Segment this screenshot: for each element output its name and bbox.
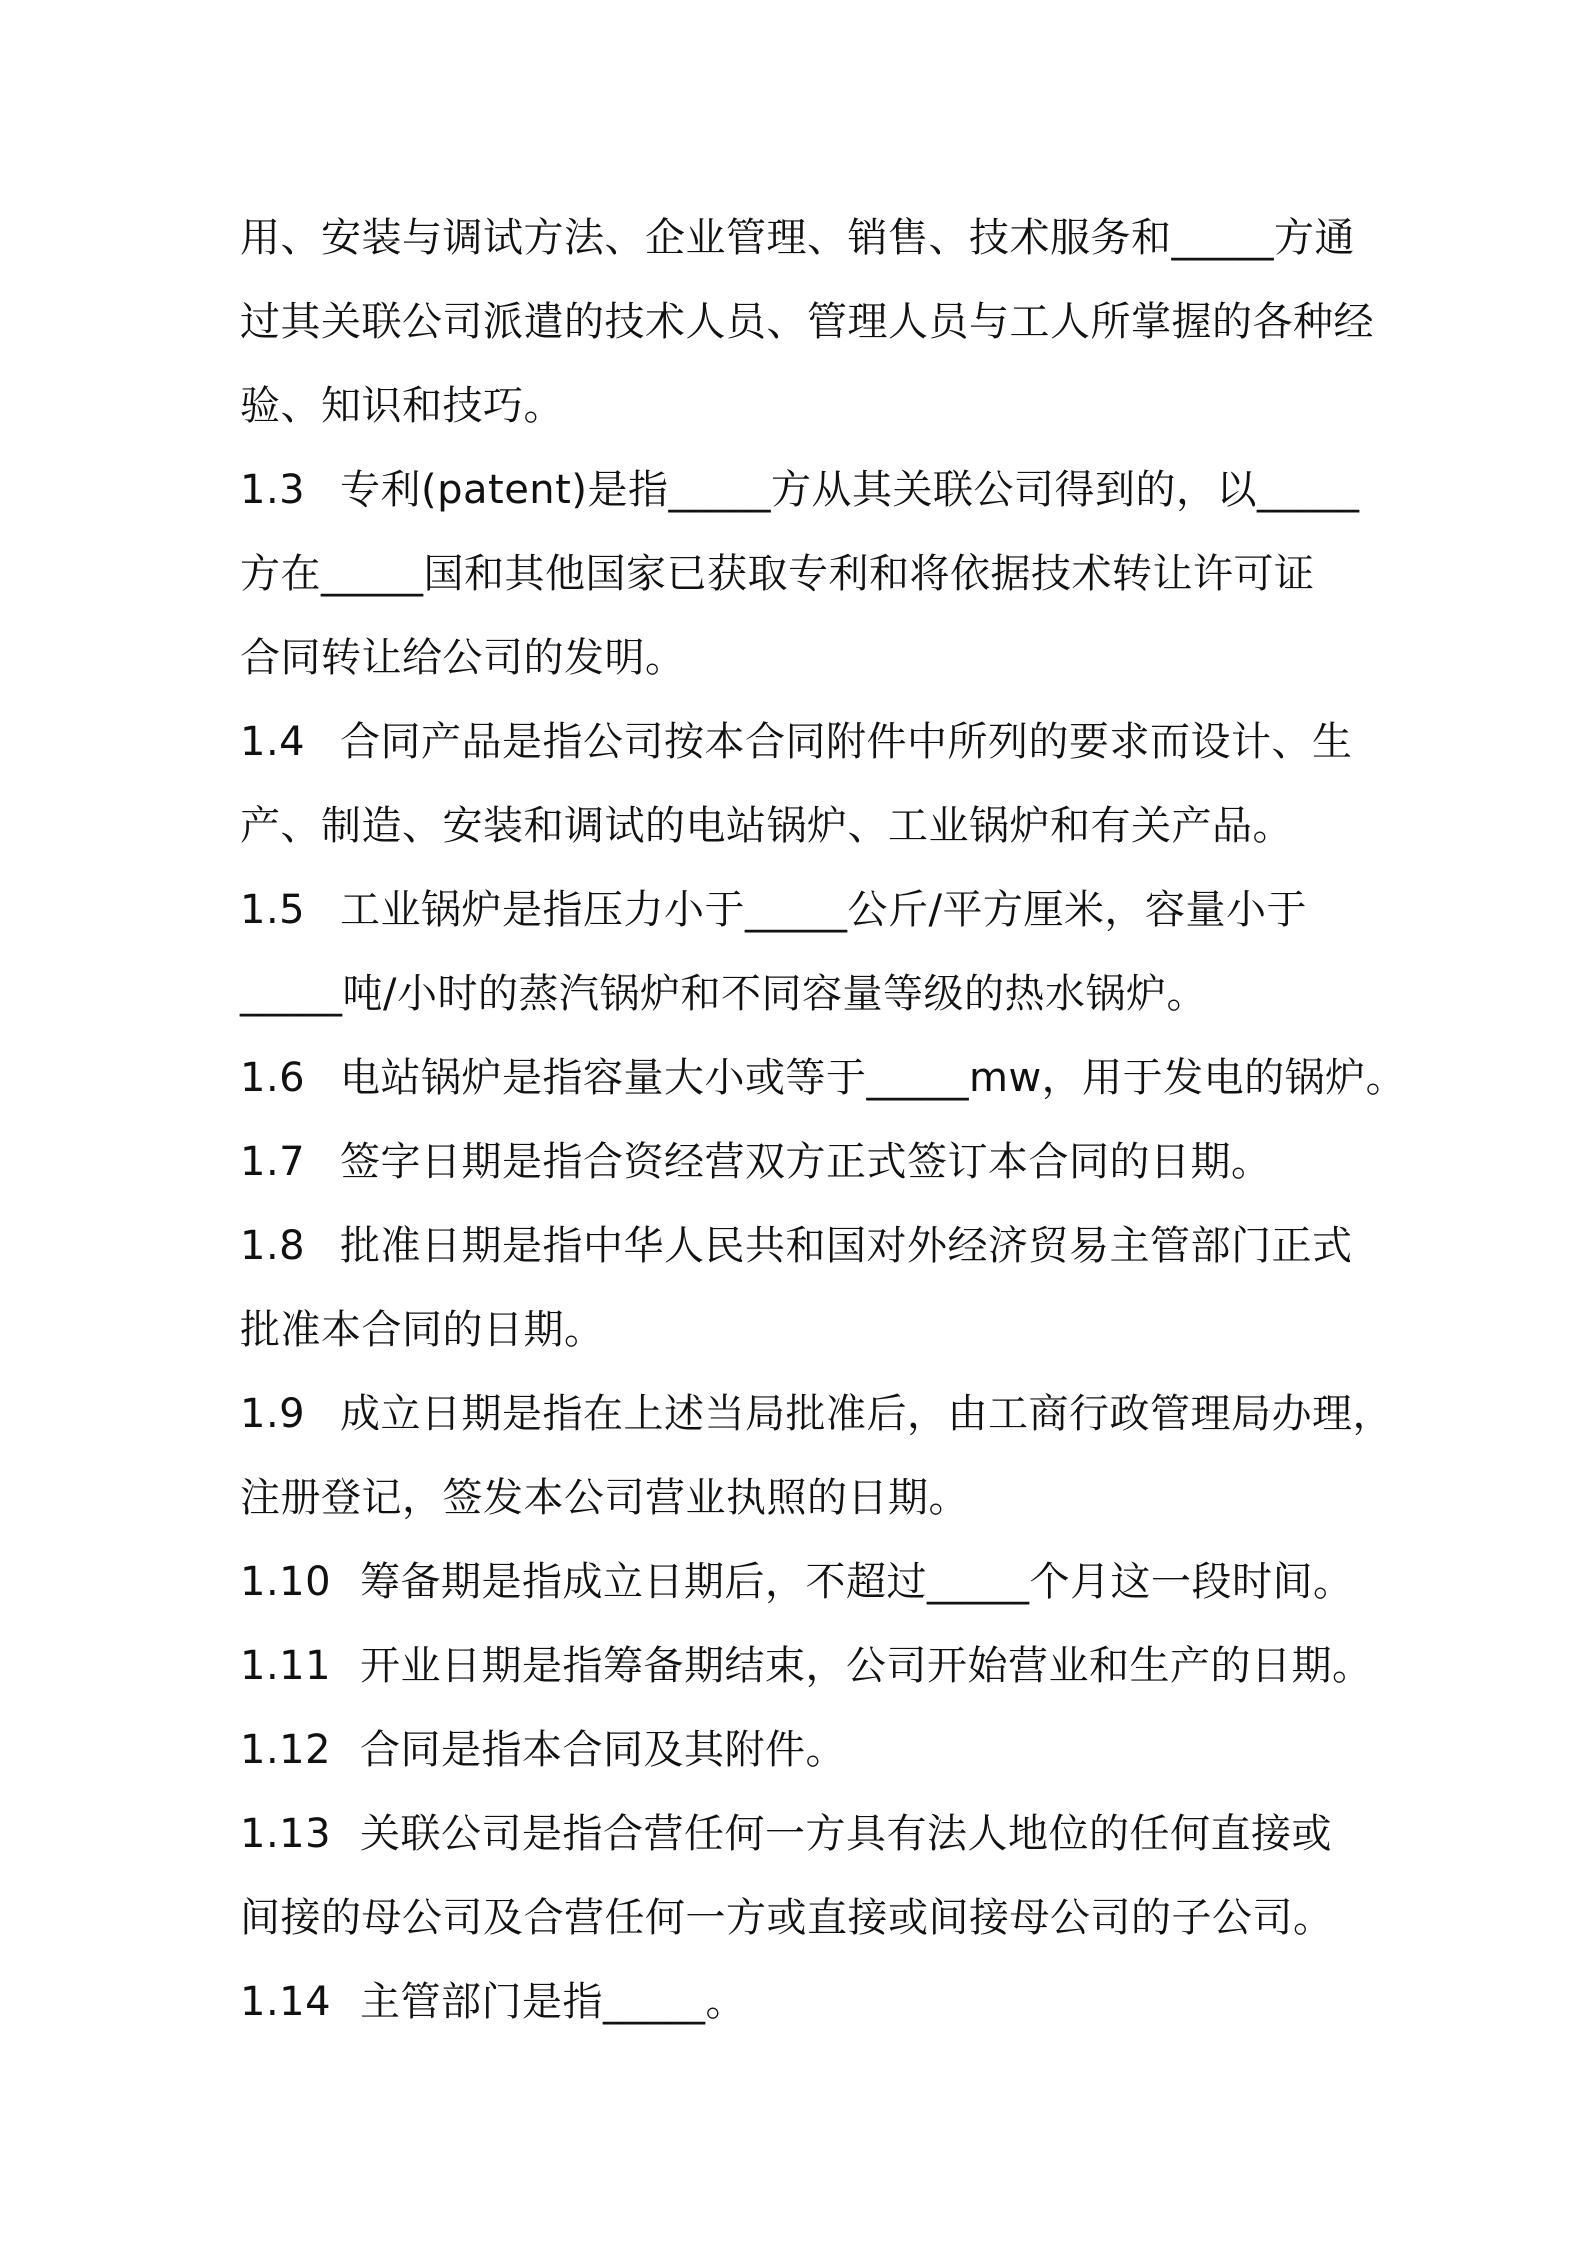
clause-1-5 (240, 868, 1370, 952)
paragraph-line (240, 532, 1370, 616)
line-text: 主管部门是指_____。 (360, 1979, 746, 2025)
line-text: 专利(patent)是指_____方从其关联公司得到的，以_____ (340, 467, 1360, 513)
line-text: 签字日期是指合资经营双方正式签订本合同的日期。 (340, 1139, 1272, 1185)
line-text: 合同转让给公司的发明。 (240, 635, 686, 681)
line-text: 方在_____国和其他国家已获取专利和将依据技术转让许可证 (240, 551, 1315, 597)
clause-number: 1.3 (240, 467, 306, 513)
line-text: 开业日期是指筹备期结束，公司开始营业和生产的日期。 (360, 1643, 1373, 1689)
clause-1-8 (240, 1204, 1370, 1288)
line-text: 合同是指本合同及其附件。 (360, 1727, 846, 1773)
clause-1-3 (240, 448, 1370, 532)
line-text: 验、知识和技巧。 (240, 383, 564, 429)
clause-number: 1.6 (240, 1055, 306, 1101)
clause-number: 1.9 (240, 1391, 306, 1437)
clause-1-7 (240, 1120, 1370, 1204)
line-text: 用、安装与调试方法、企业管理、销售、技术服务和_____方通 (240, 215, 1355, 261)
paragraph-line (240, 364, 1370, 448)
line-text: 批准本合同的日期。 (240, 1307, 605, 1353)
line-text: 合同产品是指公司按本合同附件中所列的要求而设计、生 (340, 719, 1353, 765)
clause-1-11 (240, 1624, 1373, 1708)
paragraph-line (240, 616, 1370, 700)
paragraph-line (240, 1288, 1370, 1372)
clause-number: 1.12 (240, 1727, 332, 1773)
clause-1-13 (240, 1792, 1370, 1876)
line-text: 筹备期是指成立日期后，不超过_____个月这一段时间。 (360, 1559, 1354, 1605)
paragraph-line (240, 1876, 1370, 1960)
paragraph-line (240, 784, 1370, 868)
line-text: 产、制造、安装和调试的电站锅炉、工业锅炉和有关产品。 (240, 803, 1293, 849)
clause-number: 1.4 (240, 719, 306, 765)
line-text: 工业锅炉是指压力小于_____公斤/平方厘米，容量小于 (340, 887, 1307, 933)
line-text: _____吨/小时的蒸汽锅炉和不同容量等级的热水锅炉。 (240, 971, 1207, 1017)
clause-1-6 (240, 1036, 1407, 1120)
clause-number: 1.14 (240, 1979, 332, 2025)
clause-number: 1.11 (240, 1643, 332, 1689)
line-text: 批准日期是指中华人民共和国对外经济贸易主管部门正式 (340, 1223, 1353, 1269)
paragraph-line (240, 280, 1374, 364)
line-text: 关联公司是指合营任何一方具有法人地位的任何直接或 (360, 1811, 1332, 1857)
clause-number: 1.13 (240, 1811, 332, 1857)
clause-number: 1.10 (240, 1559, 332, 1605)
paragraph-line (240, 952, 1370, 1036)
line-text: 间接的母公司及合营任何一方或直接或间接母公司的子公司。 (240, 1895, 1334, 1941)
line-text: 过其关联公司派遣的技术人员、管理人员与工人所掌握的各种经 (240, 299, 1374, 345)
clause-1-10 (240, 1540, 1370, 1624)
paragraph-line (240, 196, 1370, 280)
clause-1-12 (240, 1708, 1370, 1792)
line-text: 电站锅炉是指容量大小或等于_____mw，用于发电的锅炉。 (340, 1055, 1407, 1101)
clause-1-14 (240, 1960, 1370, 2044)
clause-1-9 (240, 1372, 1393, 1456)
clause-1-4 (240, 700, 1370, 784)
line-text: 注册登记，签发本公司营业执照的日期。 (240, 1475, 969, 1521)
paragraph-line (240, 1456, 1370, 1540)
line-text: 成立日期是指在上述当局批准后，由工商行政管理局办理， (340, 1391, 1393, 1437)
clause-number: 1.8 (240, 1223, 306, 1269)
clause-number: 1.5 (240, 887, 306, 933)
clause-number: 1.7 (240, 1139, 306, 1185)
document-body (240, 196, 1407, 2044)
